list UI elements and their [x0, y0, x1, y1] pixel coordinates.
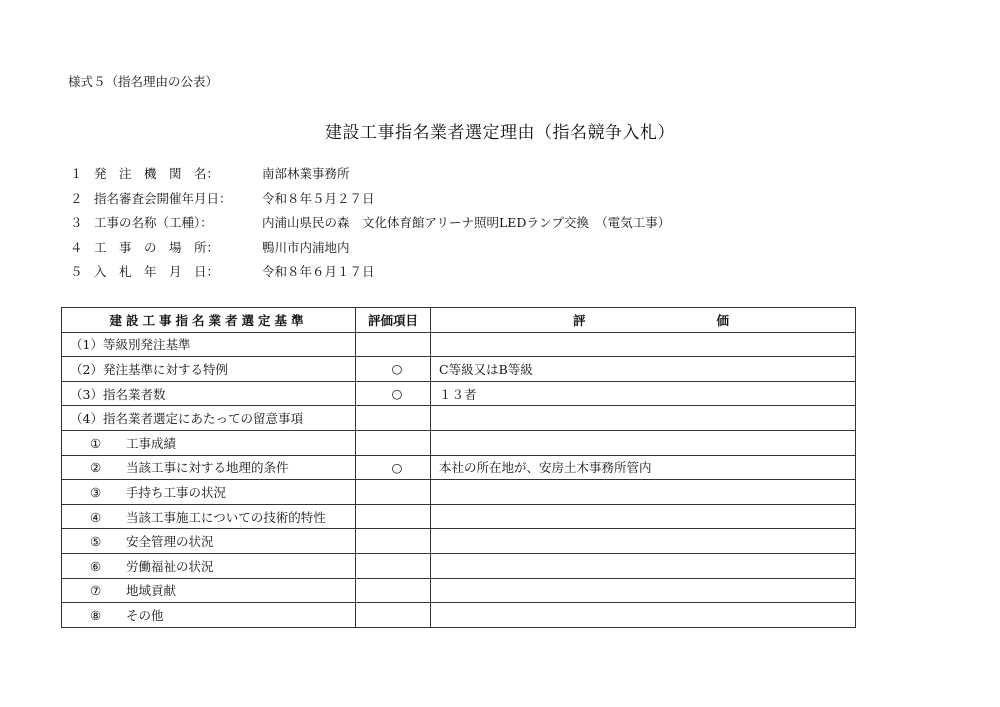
criteria-cell — [62, 455, 356, 480]
evaluation-cell — [431, 480, 856, 505]
document-title: 建設工事指名業者選定理由（指名競争入札） — [325, 123, 675, 143]
criteria-cell — [62, 553, 356, 578]
table-row — [62, 357, 856, 382]
evaluation-cell — [431, 553, 856, 578]
table-row — [62, 381, 856, 406]
mark-cell: ○ — [356, 381, 431, 406]
criteria-cell — [62, 603, 356, 628]
item-number: ② — [90, 460, 102, 476]
header-evaluation-right: 価 — [716, 312, 729, 328]
evaluation-cell — [431, 504, 856, 529]
table-row — [62, 553, 856, 578]
info-label: 工事の名称（工種）： — [94, 215, 213, 230]
table-row — [62, 603, 856, 628]
item-label: 労働福祉の状況 — [126, 558, 214, 574]
evaluation-cell — [431, 406, 856, 431]
table-row — [62, 430, 856, 455]
header-evaluation — [431, 308, 856, 333]
item-label: 手持ち工事の状況 — [126, 484, 227, 500]
table-row — [62, 455, 856, 480]
info-number: ４ — [70, 239, 83, 255]
criteria-cell: （3）指名業者数 — [62, 381, 356, 406]
item-number: ⑧ — [90, 607, 102, 623]
item-number: ⑦ — [90, 583, 102, 599]
item-label: 当該工事施工についての技術的特性 — [126, 509, 326, 525]
evaluation-cell — [431, 578, 856, 603]
mark-cell: ○ — [356, 455, 431, 480]
mark-cell — [356, 332, 431, 357]
info-row-review-date — [70, 187, 670, 212]
item-number: ⑤ — [90, 534, 102, 550]
table-row — [62, 529, 856, 554]
table-row — [62, 504, 856, 529]
table-row — [62, 332, 856, 357]
form-number-label: 様式５（指名理由の公表） — [68, 74, 219, 89]
evaluation-cell — [431, 529, 856, 554]
evaluation-cell: １３者 — [431, 381, 856, 406]
info-number: ２ — [70, 190, 83, 206]
info-number: ５ — [70, 264, 83, 279]
info-row-bid-date — [70, 260, 670, 285]
table-row — [62, 578, 856, 603]
evaluation-cell — [431, 430, 856, 455]
info-list — [70, 162, 670, 285]
mark-cell — [356, 430, 431, 455]
item-number: ④ — [90, 509, 102, 525]
info-row-location — [70, 236, 670, 261]
mark-cell — [356, 504, 431, 529]
header-eval-item: 評価項目 — [356, 308, 431, 333]
item-label: 工事成績 — [126, 435, 177, 451]
criteria-cell — [62, 578, 356, 603]
table-header-row — [62, 308, 856, 333]
mark-cell — [356, 578, 431, 603]
info-label: 入 札 年 月 日： — [94, 264, 220, 279]
header-evaluation-left: 評 — [573, 312, 586, 328]
selection-criteria-table — [61, 307, 856, 628]
mark-cell — [356, 529, 431, 554]
info-number: ３ — [70, 215, 83, 230]
info-label: 工 事 の 場 所： — [94, 239, 220, 255]
mark-cell — [356, 406, 431, 431]
evaluation-cell: 本社の所在地が、安房土木事務所管内 — [431, 455, 856, 480]
evaluation-cell: C等級又はB等級 — [431, 357, 856, 382]
item-label: その他 — [126, 607, 164, 623]
info-number: １ — [70, 166, 83, 181]
evaluation-cell — [431, 332, 856, 357]
mark-cell — [356, 603, 431, 628]
criteria-cell: （1）等級別発注基準 — [62, 332, 356, 357]
item-number: ③ — [90, 484, 102, 500]
criteria-cell — [62, 430, 356, 455]
criteria-cell — [62, 504, 356, 529]
table-row — [62, 406, 856, 431]
item-number: ⑥ — [90, 558, 102, 574]
criteria-cell: （2）発注基準に対する特例 — [62, 357, 356, 382]
info-value: 令和８年５月２７日 — [262, 190, 375, 206]
mark-cell — [356, 553, 431, 578]
item-label: 地域貢献 — [126, 583, 177, 599]
info-label: 発 注 機 関 名： — [94, 166, 220, 181]
info-label: 指名審査会開催年月日： — [94, 190, 232, 206]
criteria-cell — [62, 480, 356, 505]
criteria-cell: （4）指名業者選定にあたっての留意事項 — [62, 406, 356, 431]
item-label: 当該工事に対する地理的条件 — [126, 460, 289, 476]
info-value: 鴨川市内浦地内 — [262, 239, 350, 255]
info-row-work-name — [70, 211, 670, 236]
item-number: ① — [90, 435, 102, 451]
mark-cell — [356, 480, 431, 505]
table-row — [62, 480, 856, 505]
header-criteria: 建設工事指名業者選定基準 — [62, 308, 356, 333]
criteria-cell — [62, 529, 356, 554]
info-value: 南部林業事務所 — [262, 166, 350, 181]
evaluation-cell — [431, 603, 856, 628]
info-value: 内浦山県民の森 文化体育館アリーナ照明LEDランプ交換 （電気工事） — [262, 215, 671, 230]
mark-cell: ○ — [356, 357, 431, 382]
item-label: 安全管理の状況 — [126, 534, 214, 550]
info-value: 令和８年６月１７日 — [262, 264, 375, 279]
info-row-agency — [70, 162, 670, 187]
